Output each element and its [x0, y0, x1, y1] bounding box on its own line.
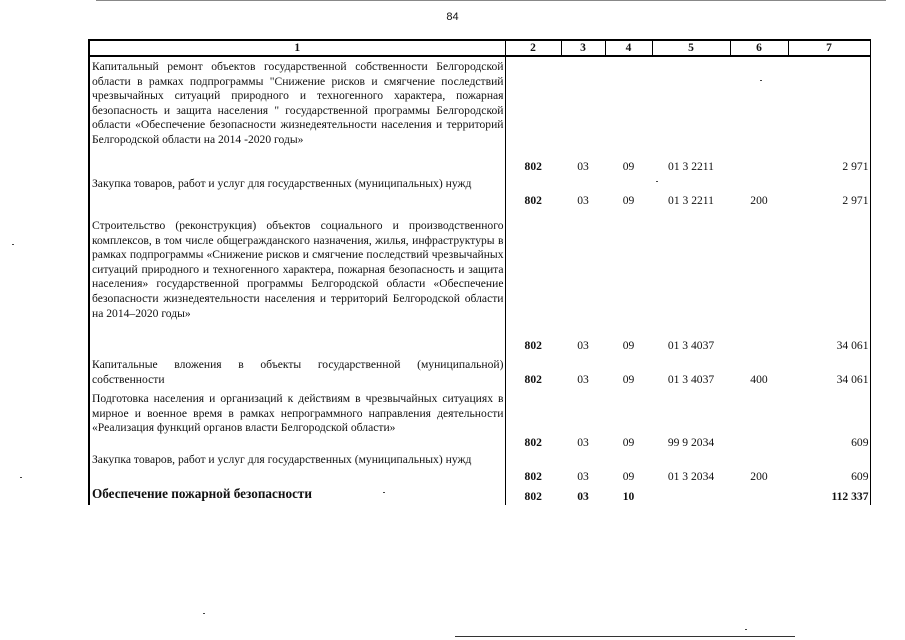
row-target: 01 3 2034: [667, 470, 715, 484]
column-header-subsection: 4: [605, 40, 652, 56]
row-amount: 34 061: [788, 209, 870, 354]
row-name: Подготовка населения и организаций к действиям в чрезвычайных ситуациях в мирное и военное время в рамках непрограммного направления деятельности «Реализация функций органов власти Белгородской области»: [89, 388, 505, 451]
column-header-name: 1: [89, 40, 505, 56]
row-section: 03: [577, 160, 589, 174]
column-header-ministry: 2: [505, 40, 561, 56]
column-header-amount: 7: [788, 40, 870, 56]
row-amount: 34 061: [788, 354, 870, 388]
row-section: 03: [577, 436, 589, 450]
table-row: [89, 354, 870, 388]
row-target: 01 3 2211: [668, 160, 714, 174]
header-row: [89, 40, 870, 56]
scan-artifact-top-line: [96, 0, 886, 1]
column-header-target: 5: [652, 40, 730, 56]
row-name: Капитальные вложения в объекты государственной (муниципальной) собственности: [89, 354, 505, 388]
row-section: 03: [577, 194, 589, 208]
row-subsection: 09: [622, 373, 635, 387]
row-name: Закупка товаров, работ и услуг для государственных (муниципальных) нужд: [89, 451, 505, 485]
row-subsection: 09: [622, 194, 635, 208]
row-name: Строительство (реконструкция) объектов социального и производственного комплексов, в том числе общегражданского назначения, жилья, инфраструктуры в рамках подпрограммы «Снижение рисков и смягчение последствий чрезвычайных ситуаций природного и техногенного характера, пожарная безопасность и защита населения» государственной программы Белгородской области «Обеспечение безопасности жизнедеятельности населения и территорий Белгородской области на 2014–2020 годы»: [89, 209, 505, 354]
row-expense-type: 200: [750, 194, 768, 208]
row-amount: 112 337: [788, 485, 870, 505]
budget-sheet: [88, 39, 869, 509]
row-ministry: 802: [524, 470, 542, 484]
table-row: [89, 451, 870, 485]
row-section: 03: [577, 490, 589, 504]
row-subsection: 10: [622, 490, 635, 504]
row-subsection: 09: [622, 470, 635, 484]
row-expense-type: 400: [750, 373, 768, 387]
row-expense-type: 200: [750, 470, 768, 484]
column-header-section: 3: [561, 40, 605, 56]
row-subsection: 09: [622, 160, 635, 174]
row-expense-type: [730, 485, 788, 505]
scan-speck: [12, 244, 14, 245]
scan-speck: [203, 613, 205, 614]
row-ministry: 802: [524, 373, 542, 387]
row-section: 03: [577, 470, 589, 484]
row-ministry: 802: [524, 490, 542, 504]
page-number: 84: [446, 11, 459, 23]
row-section: 03: [577, 339, 589, 353]
row-ministry: 802: [524, 160, 542, 174]
scan-speck: [760, 80, 762, 81]
scan-speck: [20, 477, 22, 478]
table-row: [89, 175, 870, 209]
row-target: 99 9 2034: [667, 436, 715, 450]
row-expense-type: [730, 209, 788, 354]
row-amount: 609: [788, 451, 870, 485]
row-target: 01 3 4037: [667, 373, 715, 387]
row-ministry: 802: [524, 436, 542, 450]
row-section: 03: [577, 373, 589, 387]
row-ministry: 802: [524, 194, 542, 208]
scan-speck: [745, 629, 747, 630]
row-ministry: 802: [524, 339, 542, 353]
table-row: [89, 56, 870, 175]
scan-speck: [656, 181, 658, 182]
row-amount: 609: [788, 388, 870, 451]
table-header: [89, 40, 870, 56]
row-subsection: 09: [622, 339, 635, 353]
budget-table: [88, 39, 871, 505]
table-row: [89, 209, 870, 354]
table-row: [89, 388, 870, 451]
scan-speck: [383, 492, 385, 493]
row-amount: 2 971: [788, 56, 870, 175]
row-subsection: 09: [622, 436, 635, 450]
row-expense-type: [730, 388, 788, 451]
table-body: [89, 56, 870, 505]
scan-artifact-bottom-line: [455, 636, 795, 637]
row-target: 01 3 2211: [668, 194, 714, 208]
row-target: 01 3 4037: [667, 339, 715, 353]
row-name: Обеспечение пожарной безопасности: [89, 485, 505, 505]
row-name: Закупка товаров, работ и услуг для государственных (муниципальных) нужд: [89, 175, 505, 209]
row-name: Капитальный ремонт объектов государственной собственности Белгородской области в рамках подпрограммы "Снижение рисков и смягчение последствий чрезвычайных ситуаций природного и техногенного характера, пожарная безопасность и защита населения " государственной программы Белгородской области «Обеспечение безопасности жизнедеятельности населения и территорий Белгородской области на 2014 -2020 годы»: [89, 56, 505, 175]
column-header-expense-type: 6: [730, 40, 788, 56]
row-amount: 2 971: [788, 175, 870, 209]
row-expense-type: [730, 56, 788, 175]
row-target: [652, 485, 730, 505]
table-row: [89, 485, 870, 505]
